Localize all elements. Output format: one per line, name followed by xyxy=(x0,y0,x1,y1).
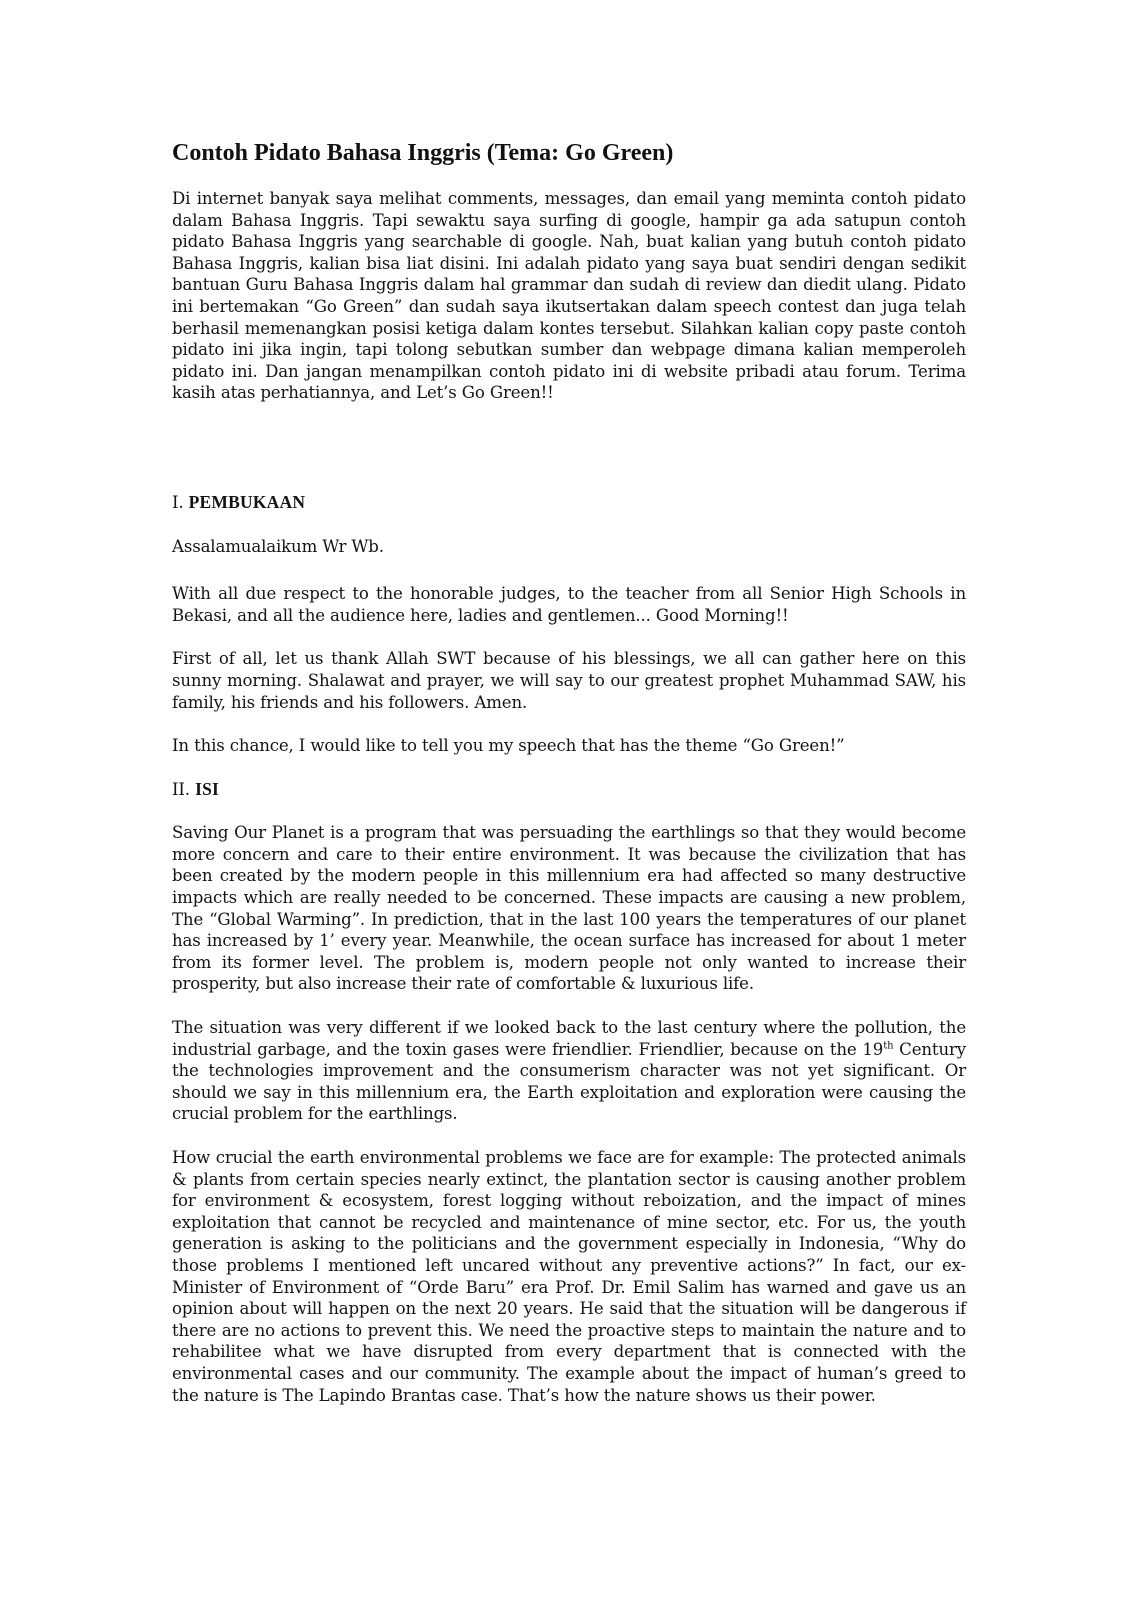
ordinal-superscript: th xyxy=(883,1040,894,1052)
greeting-paragraph: Assalamualaikum Wr Wb. xyxy=(172,536,384,556)
section-heading-pembukaan xyxy=(172,492,966,514)
thanks-paragraph: First of all, let us thank Allah SWT because of his blessings, we all can gather here on this sunny morning. Shalawat and prayer, we will say to our greatest prophet Muhammad SAW, his family, his friends and his followers. Amen. xyxy=(172,649,966,712)
document-body xyxy=(172,138,966,1428)
body-paragraph-2-part-a: The situation was very different if we looked back to the last century where the pollution, the industrial garbage, and the toxin gases were friendlier. Friendlier, because on the 19 xyxy=(172,1018,966,1059)
body-paragraph-2 xyxy=(172,1017,966,1125)
body-paragraph-2-part-b: Century the technologies improvement and the consumerism character was not yet significant. Or should we say in this millennium era, the Earth exploitation and exploration were causing the crucial problem for the earthlings. xyxy=(172,1039,966,1124)
section-number: II. xyxy=(172,779,190,799)
section-label: ISI xyxy=(195,778,220,799)
intro-paragraph: Di internet banyak saya melihat comments, messages, dan email yang meminta contoh pidato dalam Bahasa Inggris. Tapi sewaktu saya surfing di google, hampir ga ada satupun contoh pidato Bahasa Inggris yang searchable di google. Nah, buat kalian yang butuh contoh pidato Bahasa Inggris, kalian bisa liat disini. Ini adalah pidato yang saya buat sendiri dengan sedikit bantuan Guru Bahasa Inggris dalam hal grammar dan sudah di review dan diedit ulang. Pidato ini bertemakan “Go Green” dan sudah saya ikutsertakan dalam speech contest dan juga telah berhasil memenangkan posisi ketiga dalam kontes tersebut. Silahkan kalian copy paste contoh pidato ini jika ingin, tapi tolong sebutkan sumber dan webpage dimana kalian memperoleh pidato ini. Dan jangan menampilkan contoh pidato ini di website pribadi atau forum. Terima kasih atas perhatiannya, and Let’s Go Green!! xyxy=(172,189,966,403)
section-label: PEMBUKAAN xyxy=(188,491,306,512)
section-heading-isi xyxy=(172,779,966,801)
respect-paragraph: With all due respect to the honorable judges, to the teacher from all Senior High Schools in Bekasi, and all the audience here, ladies and gentlemen... Good Morning!! xyxy=(172,584,966,625)
body-paragraph-1: Saving Our Planet is a program that was persuading the earthlings so that they would become more concern and care to their entire environment. It was because the civilization that has been created by the modern people in this millennium era had affected so many destructive impacts which are really needed to be concerned. These impacts are causing a new problem, The “Global Warming”. In prediction, that in the last 100 years the temperatures of our planet has increased by 1’ every year. Meanwhile, the ocean surface has increased for about 1 meter from its former level. The problem is, modern people not only wanted to increase their prosperity, but also increase their rate of comfortable & luxurious life. xyxy=(172,823,966,994)
theme-paragraph: In this chance, I would like to tell you my speech that has the theme “Go Green!” xyxy=(172,736,845,756)
body-paragraph-3: How crucial the earth environmental problems we face are for example: The protected animals & plants from certain species nearly extinct, the plantation sector is causing another problem for environment & ecosystem, forest logging without reboization, and the impact of mines exploitation that cannot be recycled and maintenance of mine sector, etc. For us, the youth generation is asking to the politicians and the government especially in Indonesia, “Why do those problems I mentioned left uncared without any preventive actions?” In fact, our ex-Minister of Environment of “Orde Baru” era Prof. Dr. Emil Salim has warned and gave us an opinion about will happen on the next 20 years. He said that the situation will be dangerous if there are no actions to prevent this. We need the proactive steps to maintain the nature and to rehabilitee what we have disrupted from every department that is connected with the environmental cases and our community. The example about the impact of human’s greed to the nature is The Lapindo Brantas case. That’s how the nature shows us their power. xyxy=(172,1148,966,1405)
section-number: I. xyxy=(172,492,184,512)
document-title: Contoh Pidato Bahasa Inggris (Tema: Go Green) xyxy=(172,140,674,166)
